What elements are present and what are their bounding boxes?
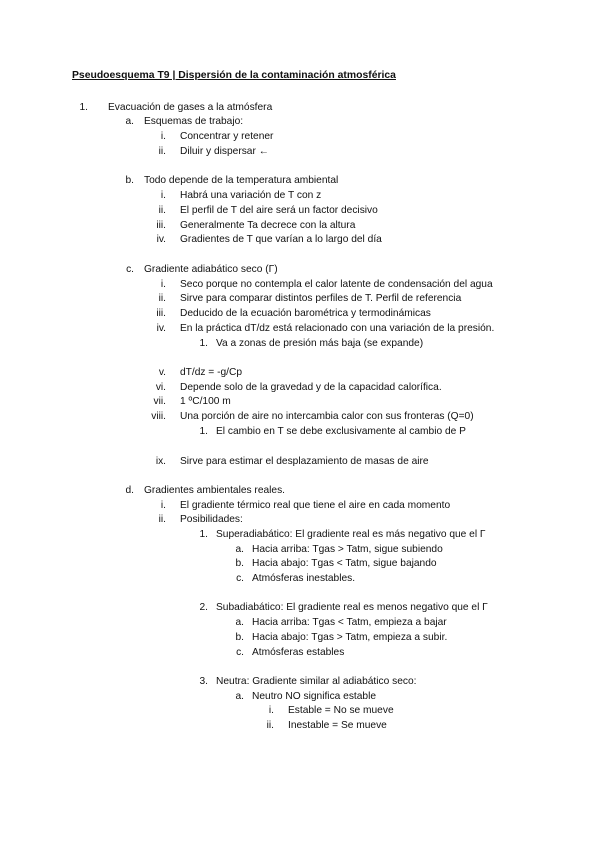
list-text: 1 ºC/100 m (180, 396, 231, 407)
list-text: Neutra: Gradiente similar al adiabático seco: (216, 676, 417, 687)
list-marker: 1. (199, 338, 208, 349)
list-text: Superadiabático: El gradiente real es más negativo que el Γ (216, 529, 486, 540)
list-text: Gradiente adiabático seco (Γ) (144, 264, 278, 275)
list-marker: ix. (155, 456, 166, 467)
list-text: Gradientes de T que varían a lo largo del día (180, 234, 382, 245)
list-marker: i. (160, 190, 166, 201)
list-marker: a. (235, 617, 244, 628)
list-marker: i. (160, 131, 166, 142)
list-text: El cambio en T se debe exclusivamente al cambio de P (216, 426, 466, 437)
list-text: Concentrar y retener (180, 131, 274, 142)
list-marker: ii. (158, 514, 166, 525)
list-marker: b. (235, 558, 244, 569)
list-text: Depende solo de la gravedad y de la capacidad calorífica. (180, 382, 442, 393)
list-marker: iii. (156, 220, 166, 231)
list-text: Deducido de la ecuación barométrica y termodinámicas (180, 308, 431, 319)
list-text: Diluir y dispersar ← (180, 146, 269, 157)
list-marker: c. (236, 573, 244, 584)
list-text: El gradiente térmico real que tiene el aire en cada momento (180, 500, 451, 511)
list-marker: b. (235, 632, 244, 643)
list-text: Atmósferas estables (252, 647, 345, 658)
list-text: Habrá una variación de T con z (180, 190, 322, 201)
list-marker: c. (126, 264, 134, 275)
list-text: Hacia abajo: Tgas > Tatm, empieza a subir. (252, 632, 448, 643)
list-marker: iv. (156, 234, 166, 245)
list-text: Subadiabático: El gradiente real es menos negativo que el Γ (216, 602, 488, 613)
list-marker: 2. (199, 602, 208, 613)
list-marker: ii. (158, 146, 166, 157)
list-text: Seco porque no contempla el calor latente de condensación del agua (180, 279, 493, 290)
list-marker: 1. (79, 102, 88, 113)
list-marker: b. (125, 175, 134, 186)
list-marker: ii. (158, 205, 166, 216)
list-marker: i. (160, 500, 166, 511)
list-marker: ii. (158, 293, 166, 304)
list-marker: a. (235, 691, 244, 702)
list-marker: a. (235, 544, 244, 555)
list-marker: viii. (151, 411, 166, 422)
list-marker: 1. (199, 529, 208, 540)
list-text: Todo depende de la temperatura ambiental (144, 175, 339, 186)
list-marker: 3. (199, 676, 208, 687)
list-text: Esquemas de trabajo: (144, 116, 244, 127)
list-marker: iii. (156, 308, 166, 319)
list-marker: v. (158, 367, 166, 378)
list-text: Hacia arriba: Tgas < Tatm, empieza a bajar (252, 617, 447, 628)
list-marker: 1. (199, 426, 208, 437)
list-marker: ii. (266, 720, 274, 731)
list-text: En la práctica dT/dz está relacionado con una variación de la presión. (180, 323, 495, 334)
list-text: Hacia abajo: Tgas < Tatm, sigue bajando (252, 558, 437, 569)
list-text: Sirve para estimar el desplazamiento de masas de aire (180, 456, 429, 467)
page-title: Pseudoesquema T9 | Dispersión de la contaminación atmosférica (72, 70, 396, 81)
list-marker: d. (125, 485, 134, 496)
list-marker: iv. (156, 323, 166, 334)
list-marker: i. (160, 279, 166, 290)
list-marker: a. (125, 116, 134, 127)
list-text: Hacia arriba: Tgas > Tatm, sigue subiendo (252, 544, 443, 555)
list-text: El perfil de T del aire será un factor decisivo (180, 205, 378, 216)
list-marker: vi. (155, 382, 166, 393)
list-text: Evacuación de gases a la atmósfera (108, 102, 273, 113)
list-text: Inestable = Se mueve (288, 720, 387, 731)
list-text: dT/dz = -g/Cp (180, 367, 243, 378)
list-text: Gradientes ambientales reales. (144, 485, 286, 496)
list-text: Atmósferas inestables. (252, 573, 356, 584)
list-marker: vii. (153, 396, 166, 407)
list-text: Una porción de aire no intercambia calor con sus fronteras (Q=0) (180, 411, 474, 422)
list-text: Neutro NO significa estable (252, 691, 377, 702)
list-text: Posibilidades: (180, 514, 243, 525)
list-marker: i. (268, 705, 274, 716)
list-marker: c. (236, 647, 244, 658)
list-text: Va a zonas de presión más baja (se expande) (216, 338, 424, 349)
list-text: Generalmente Ta decrece con la altura (180, 220, 356, 231)
list-text: Sirve para comparar distintos perfiles de T. Perfil de referencia (180, 293, 462, 304)
list-text: Estable = No se mueve (288, 705, 394, 716)
